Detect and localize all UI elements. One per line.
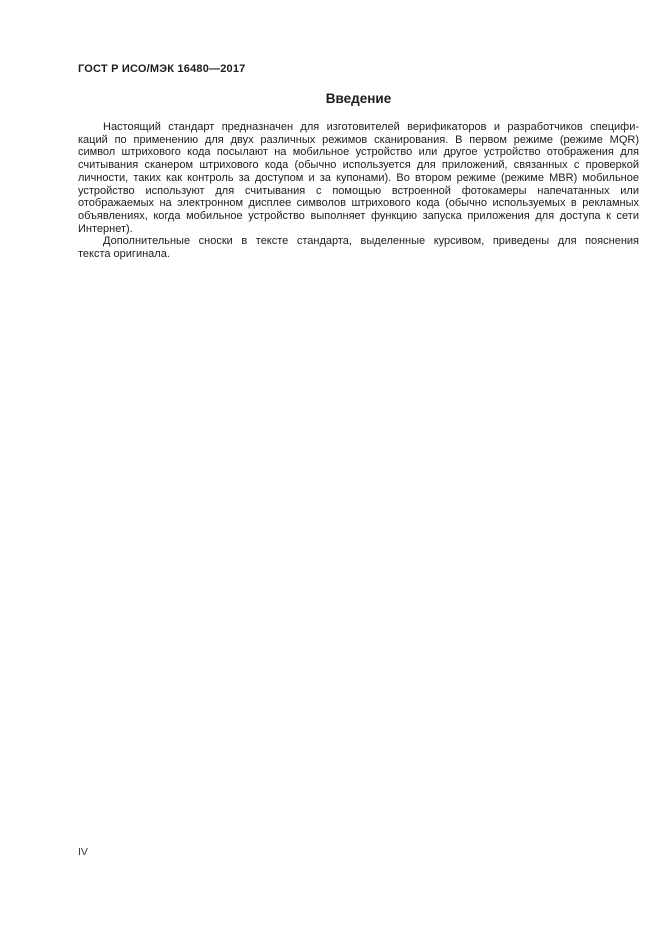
text-line: устройство используют для считывания с помощью встроенной фотокамеры напечатанных или <box>78 184 639 197</box>
text-line: каций по применению для двух различных режимов сканирования. В первом режиме (режиме MQR) <box>78 133 639 146</box>
page-number: IV <box>78 846 88 858</box>
text-line: Дополнительные сноски в тексте стандарта, выделенные курсивом, приведены для пояснения <box>103 235 639 248</box>
document-designation: ГОСТ Р ИСО/МЭК 16480—2017 <box>78 63 246 75</box>
section-title: Введение <box>325 91 392 106</box>
paragraph <box>78 235 639 260</box>
text-line: объявлениях, когда мобильное устройство выполняет функцию запуска приложения для доступа к сети <box>78 209 639 222</box>
text-line: Настоящий стандарт предназначен для изготовителей верификаторов и разработчиков специфи- <box>103 121 639 133</box>
intro-text <box>78 121 639 261</box>
paragraph <box>78 121 639 235</box>
text-line: символ штрихового кода посылают на мобильное устройство или другое устройство отображения для <box>78 146 639 159</box>
text-line: Интернет). <box>78 222 133 235</box>
text-line: текста оригинала. <box>78 248 170 261</box>
text-line: отображаемых на электронном дисплее символов штрихового кода (обычно используемых в рекламных <box>78 197 639 210</box>
text-line: считывания сканером штрихового кода (обычно используется для приложений, связанных с проверкой <box>78 159 639 172</box>
text-line: личности, таких как контроль за доступом и за купонами). Во втором режиме (режиме MBR) мобильное <box>78 171 639 184</box>
